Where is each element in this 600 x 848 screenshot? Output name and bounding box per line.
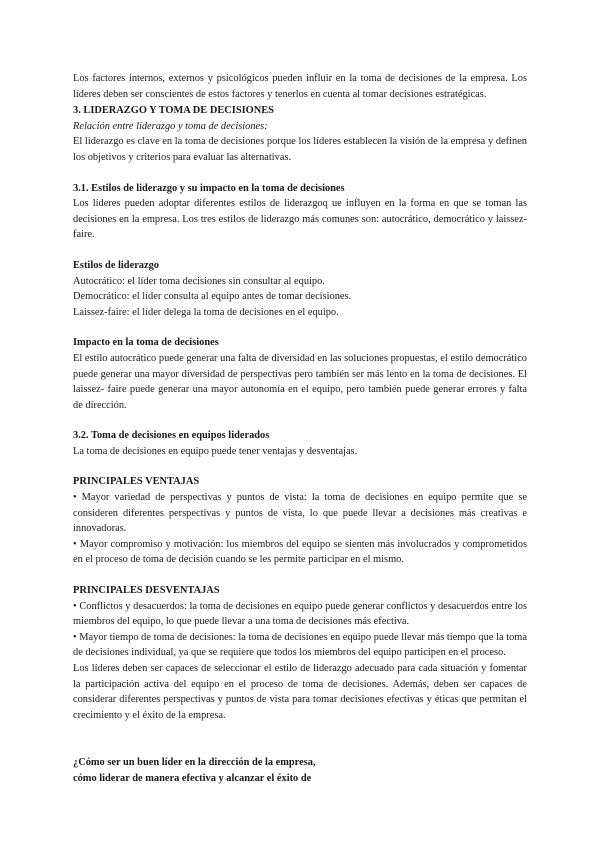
- style-item: Laissez-faire: el líder delega la toma de decisiones en el equipo.: [73, 306, 339, 318]
- spacer: [73, 723, 527, 755]
- section-3-2-title: 3.2. Toma de decisiones en equipos liderados: [73, 430, 270, 442]
- spacer: [73, 243, 527, 258]
- impact-body: El estilo autocrático puede generar una falta de diversidad en las soluciones propuestas, el estilo democrático puede generar una mayor diversidad de perspectivas pero también ser más lento en la toma de decisiones. El laissez- faire puede generar una mayor autonomía en el equipo, pero también puede generar errores y falta de dirección.: [73, 352, 527, 411]
- spacer: [73, 413, 527, 428]
- closing-paragraph: Los líderes deben ser capaces de seleccionar el estilo de liderazgo adecuado para cada situación y fomentar la participación activa del equipo en el proceso de toma de decisiones. Además, deben ser capaces de considerar diferentes perspectivas y puntos de vista para tomar decisiones efectivas y éticas que permitan el crecimiento y el éxito de la empresa.: [73, 663, 527, 721]
- spacer: [73, 459, 527, 474]
- section-3-title: 3. LIDERAZGO Y TOMA DE DECISIONES: [73, 105, 274, 117]
- intro-paragraph: Los factores internos, externos y psicológicos pueden influir en la toma de decisiones de la empresa. Los líderes deben ser conscientes de estos factores y tenerlos en cuenta al tomar decisiones estratégicas.: [73, 73, 527, 100]
- style-item: Autocrático: el líder toma decisiones sin consultar al equipo.: [73, 275, 325, 287]
- advantage-item: • Mayor compromiso y motivación: los miembros del equipo se sienten más involucrados y comprometidos en el proceso de toma de decisión cuando se les permite participar en el mismo.: [73, 538, 527, 566]
- spacer: [73, 166, 527, 181]
- spacer: [73, 320, 527, 335]
- section-3-1-body: Los líderes pueden adoptar diferentes estilos de liderazgoq ue influyen en la forma en que se toman las decisiones en la empresa. Los tres estilos de liderazgo más comunes son: autocrático, democrático y laissez-faire.: [73, 198, 527, 241]
- disadvantages-title: PRINCIPALES DESVENTAJAS: [73, 585, 220, 597]
- question-line-2: cómo liderar de manera efectiva y alcanzar el éxito de: [73, 772, 312, 784]
- advantages-title: PRINCIPALES VENTAJAS: [73, 476, 200, 488]
- document-content: [73, 71, 527, 787]
- style-item: Democrático: el líder consulta al equipo antes de tomar decisiones.: [73, 291, 352, 303]
- section-3-1-title: 3.1. Estilos de liderazgo y su impacto en la toma de decisiones: [73, 182, 345, 194]
- question-line-1: ¿Cómo ser un buen líder en la dirección de la empresa,: [73, 757, 316, 769]
- section-3-2-body: La toma de decisiones en equipo puede tener ventajas y desventajas.: [73, 445, 358, 457]
- disadvantage-item: • Conflictos y desacuerdos: la toma de decisiones en equipo puede generar conflictos y desacuerdos entre los miembros del equipo, lo que puede llevar a una toma de decisiones más efectiva.: [73, 600, 527, 628]
- disadvantage-item: • Mayor tiempo de toma de decisiones: la toma de decisiones en equipo puede llevar más tiempo que la toma de decisiones individual, ya que se requiere que todos los miembros del equipo participen en el proceso.: [73, 631, 527, 659]
- spacer: [73, 568, 527, 583]
- styles-title: Estilos de liderazgo: [73, 259, 160, 271]
- section-3-subtitle: Relación entre liderazgo y toma de decisiones:: [73, 120, 268, 132]
- impact-title: Impacto en la toma de decisiones: [73, 337, 219, 349]
- advantage-item: • Mayor variedad de perspectivas y puntos de vista: la toma de decisiones en equipo permite que se consideren diferentes perspectivas y puntos de vista, lo que puede llevar a decisiones más creativas e innovadoras.: [73, 492, 527, 535]
- section-3-body: El liderazgo es clave en la toma de decisiones porque los líderes establecen la visión de la empresa y definen los objetivos y criterios para evaluar las alternativas.: [73, 136, 527, 163]
